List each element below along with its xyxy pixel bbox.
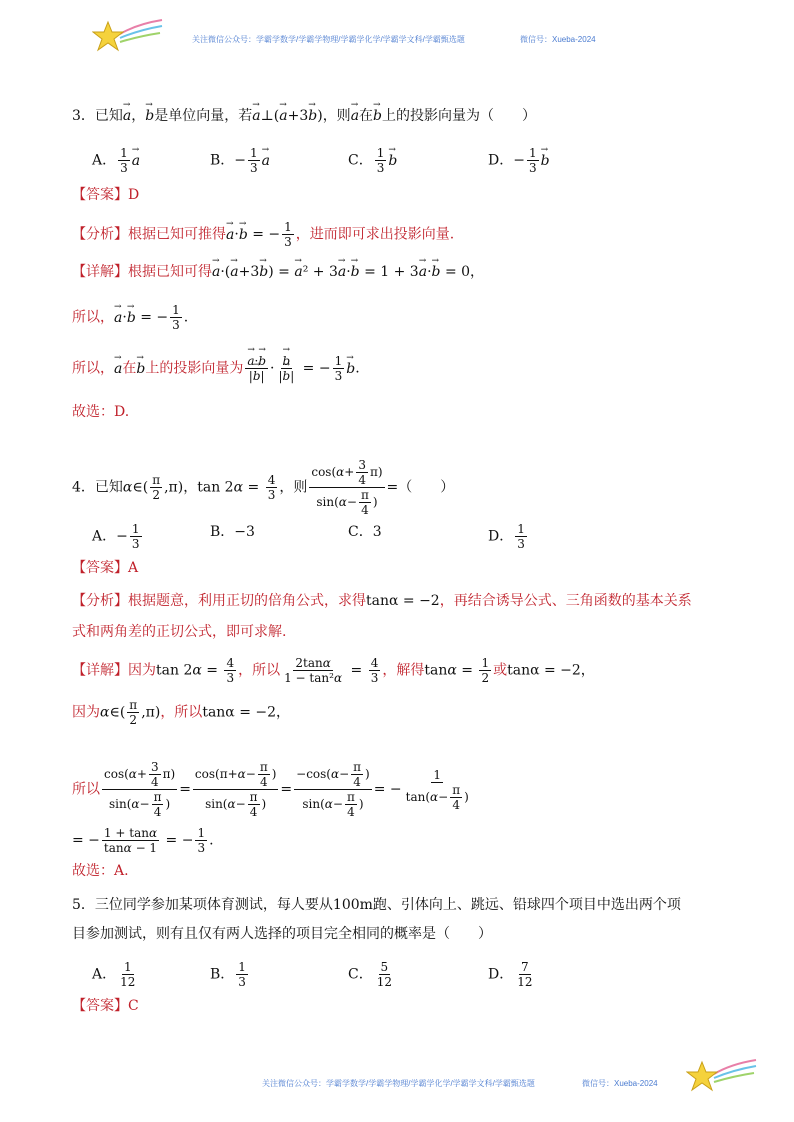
q3-answer: 【答案】D xyxy=(72,187,140,203)
star-logo-icon xyxy=(92,16,164,60)
q4-detail: 【详解】因为tan 2α = $\frac{4}{3}$ ，所以 $\frac{2\tan\alpha}{\text{1 − tan²α}}$ = $\frac{4}{3}$ ，解得tanα = $\frac{1}{2}$ 或tanα = −2， xyxy=(72,656,595,685)
q3-option-b: B．− $\frac{1}{3}$ → a xyxy=(210,146,270,175)
q3-option-d: D．− $\frac{1}{3}$ → b xyxy=(488,146,550,175)
q5-stem-line1: 5．三位同学参加某项体育测试，每人要从100m跑、引体向上、跳远、铅球四个项目中选出两个项 xyxy=(72,897,681,913)
q4-analysis-line2: 式和两角差的正切公式，即可求解. xyxy=(72,624,287,640)
q5-answer: 【答案】C xyxy=(72,998,139,1014)
q4-so: 所以 cos(α+ $\frac{3}{4}$ π) sin(α− $\frac{\pi}{4}$ ) = cos(π+α− $\frac{\pi}{4}$ ) sin(α− $\frac{\pi}{4}$ ) = −cos(α− $\frac{\pi}{4}$ ) sin(α− $\frac{\pi}{4}$ ) = − 1 tan(α− $\frac{\pi}{4}$ ) xyxy=(72,760,469,819)
q3-so-2: 所以，→ a在→ b上的投影向量为 → $\frac{a\cdot\to b}{|\to b|}$ · → $\frac{b}{|\to b|}$ = − $\frac{1}{3}$ → b. xyxy=(72,354,360,383)
q4-final: = − $\frac{1 + \tan\alpha}{\tan\alpha - 1}$ = − $\frac{1}{3}$ . xyxy=(72,826,214,855)
q3-option-a: A． $\frac{1}{3}$ → a xyxy=(92,146,140,175)
q4-conclusion: 故选：A. xyxy=(72,863,129,879)
q5-option-c: C． $\frac{5}{12}$ xyxy=(348,960,392,989)
q3-option-c: C． $\frac{1}{3}$ → b xyxy=(348,146,397,175)
q4-option-b: B．−3 xyxy=(210,524,255,540)
q3-conclusion: 故选：D. xyxy=(72,404,130,420)
footer-right-text: 微信号：Xueba-2024 xyxy=(582,1079,658,1088)
q4-option-c: C．3 xyxy=(348,524,382,540)
q5-option-a: A． $\frac{1}{12}$ xyxy=(92,960,136,989)
q3-so-1: 所以，→ a·→ b = − $\frac{1}{3}$ . xyxy=(72,303,188,332)
q5-stem-line2: 目参加测试，则有且仅有两人选择的项目完全相同的概率是（ ） xyxy=(72,926,492,942)
q3-detail: 【详解】根据已知可得→ a·(→ a+3→ b) = → a² + 3→ a·→ b = 1 + 3→ a·→ b = 0， xyxy=(72,262,484,282)
header-right-text: 微信号：Xueba-2024 xyxy=(520,35,596,44)
q4-analysis: 【分析】根据题意，利用正切的倍角公式，求得tanα = −2，再结合诱导公式、三角函数的基本关系 xyxy=(72,593,692,609)
footer-left-text: 关注微信公众号：学霸学数学/学霸学物理/学霸学化学/学霸学文科/学霸甄选题 xyxy=(262,1079,535,1088)
q4-option-a: A．− $\frac{1}{3}$ xyxy=(92,522,140,551)
q5-option-b: B． $\frac{1}{3}$ xyxy=(210,960,246,989)
q4-stem: 4．已知α∈( $\frac{\pi}{2}$ ,π)，tan 2α = $\frac{4}{3}$ ，则 cos(α+ $\frac{3}{4}$ π) sin(α− $\frac{\pi}{4}$ ) =（ ） xyxy=(72,458,455,517)
q4-answer: 【答案】A xyxy=(72,560,139,576)
q3-stem: 3．已知→ a，→ b是单位向量，若→ a⊥(→ a+3→ b)，则→ a在→ b上的投影向量为（ ） xyxy=(72,106,536,126)
header-left-text: 关注微信公众号：学霸学数学/学霸学物理/学霸学化学/学霸学文科/学霸甄选题 xyxy=(192,35,465,44)
star-logo-icon xyxy=(686,1056,758,1100)
q5-option-d: D． $\frac{7}{12}$ xyxy=(488,960,533,989)
q4-option-d: D． $\frac{1}{3}$ xyxy=(488,522,525,551)
q4-because: 因为α∈( $\frac{\pi}{2}$ ,π)，所以tanα = −2， xyxy=(72,698,291,727)
q3-analysis: 【分析】根据已知可推得→ a·→ b = − $\frac{1}{3}$ ，进而即可求出投影向量. xyxy=(72,220,454,249)
